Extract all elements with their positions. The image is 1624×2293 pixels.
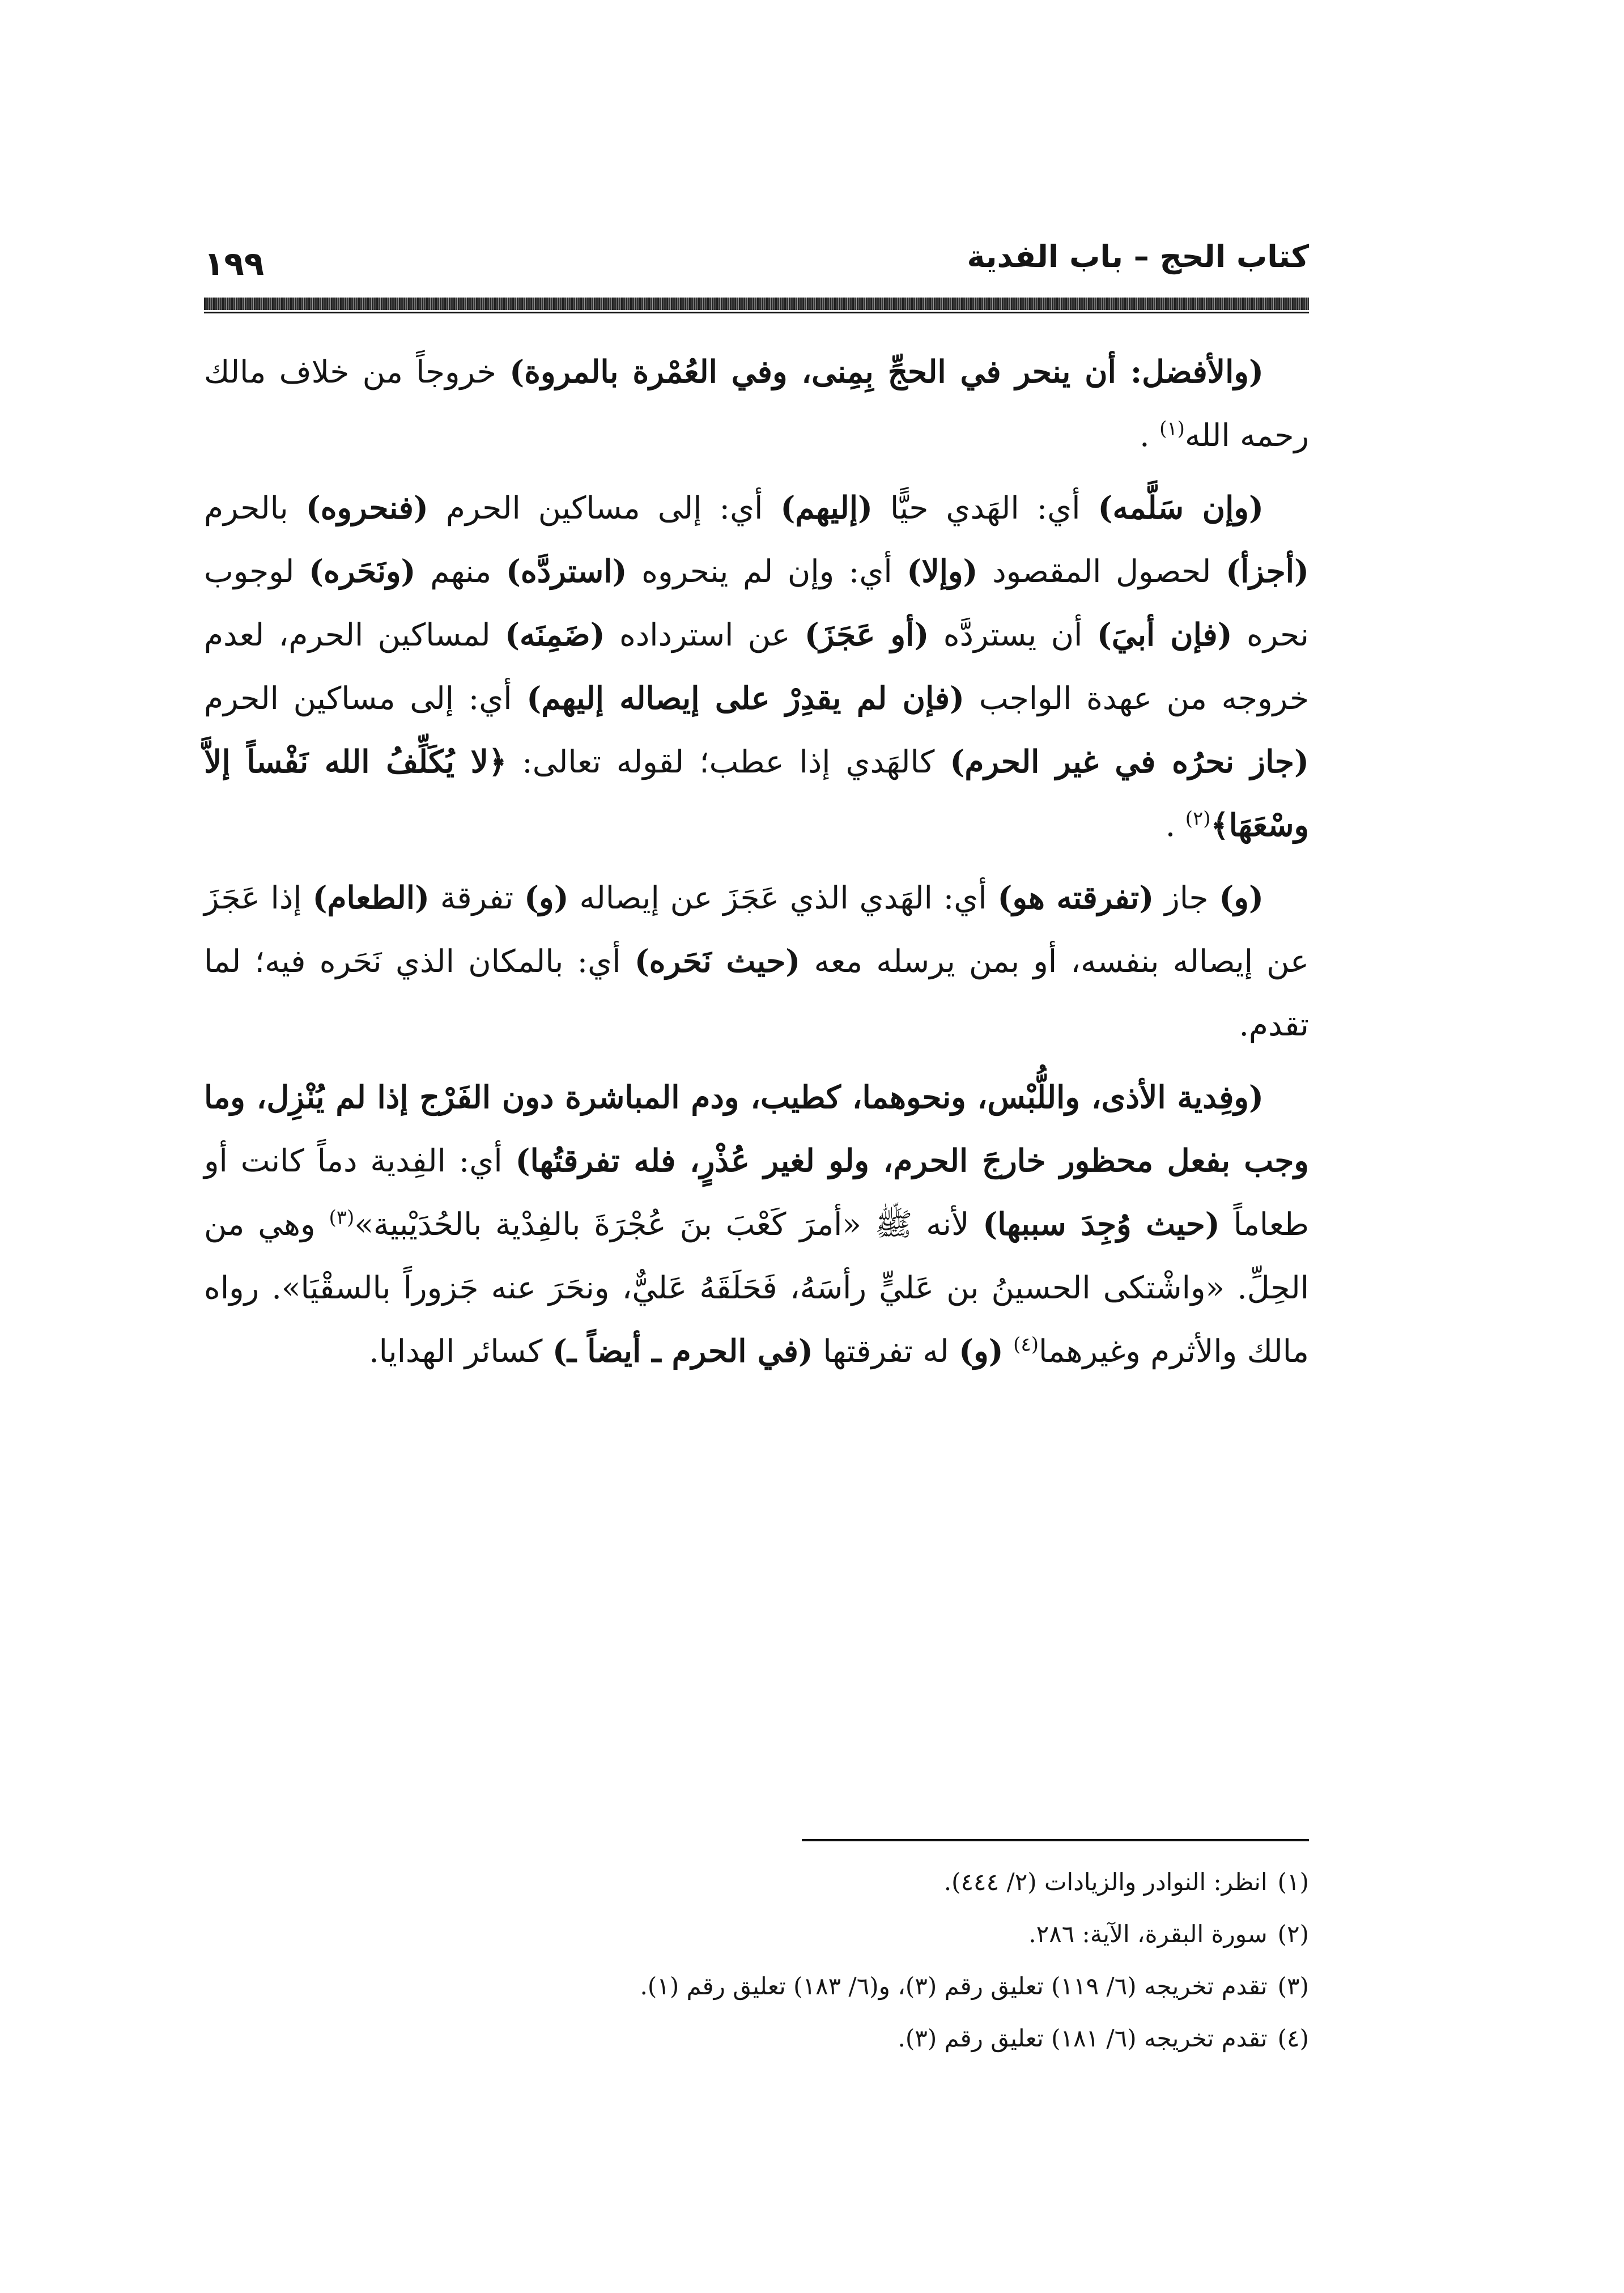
sharh-text: لمساكين الحرم، لعدم خروجه من عهدة الواجب xyxy=(204,617,1309,716)
matn-text: (حيث وُجِدَ سببها) xyxy=(983,1205,1220,1242)
matn-text: (الطعام) xyxy=(312,879,430,916)
matn-text: ﴿لا يُكَلِّفُ الله نَفْساً إلاَّ وسْعَهَا﴾ xyxy=(204,743,1309,843)
page-header xyxy=(204,237,1309,283)
footnote-item xyxy=(204,1856,1309,1908)
sharh-text: له تفرقتها xyxy=(813,1333,959,1369)
sharh-text: لأنه ﷺ «أمرَ كَعْبَ بنَ عُجْرَةَ بالفِدْية بالحُدَيْبية» xyxy=(354,1206,983,1242)
matn-text: (فنحروه) xyxy=(305,489,428,526)
sharh-text: إذا عَجَزَ عن إيصاله بنفسه، أو بمن يرسله معه xyxy=(204,880,1309,979)
paragraph xyxy=(204,1065,1309,1383)
footnote-marker: (٢) xyxy=(1185,807,1211,830)
matn-text: (و) xyxy=(1219,879,1264,916)
sharh-text: أي: إلى مساكين الحرم xyxy=(428,490,781,526)
matn-text: (وإن سَلَّمه) xyxy=(1098,489,1264,526)
sharh-text: أي: الفِدية دماً كانت أو طعاماً xyxy=(204,1143,1309,1242)
footnote-number: (٢) xyxy=(1277,1920,1309,1948)
matn-text: (فإن لم يقدِرْ على إيصاله إليهم) xyxy=(526,680,965,716)
footnote-marker: (١) xyxy=(1159,417,1185,440)
sharh-text: أي: بالمكان الذي نَحَره فيه؛ لما تقدم. xyxy=(204,943,1309,1043)
sharh-text: أي: وإن لم ينحروه xyxy=(627,553,907,589)
matn-text: (في الحرم ـ أيضاً ـ) xyxy=(552,1332,813,1369)
sharh-text: كالهَدي إذا عطب؛ لقوله تعالى: xyxy=(507,744,950,780)
sharh-text: أي: الهَدي حيًّا xyxy=(873,490,1098,526)
main-text xyxy=(204,340,1309,1392)
running-title: كتاب الحج – باب الفدية xyxy=(967,239,1309,274)
footnotes xyxy=(204,1856,1309,2065)
matn-text: (ضَمِنَه) xyxy=(505,616,605,653)
sharh-text: عن استرداده xyxy=(605,617,805,653)
header-rule xyxy=(204,298,1309,310)
footnote-text: تقدم تخريجه (٦/ ١١٩) تعليق رقم (٣)، و(٦/ ١٨٣) تعليق رقم (١). xyxy=(640,1972,1268,2000)
matn-text: (وإلا) xyxy=(907,553,978,589)
sharh-text: أي: إلى مساكين الحرم xyxy=(204,680,527,716)
sharh-text: لحصول المقصود xyxy=(977,553,1226,589)
matn-text: (جاز نحرُه في غير الحرم) xyxy=(950,743,1310,780)
footnote-number: (١) xyxy=(1277,1868,1309,1896)
paragraph xyxy=(204,476,1309,857)
sharh-text: تفرقة xyxy=(430,880,525,916)
matn-text: (أجزأ) xyxy=(1226,553,1310,589)
sharh-text: جاز xyxy=(1154,880,1219,916)
sharh-text: منهم xyxy=(415,553,506,589)
footnote-rule xyxy=(802,1839,1309,1841)
matn-text: (و) xyxy=(959,1332,1004,1369)
footnote-text: تقدم تخريجه (٦/ ١٨١) تعليق رقم (٣). xyxy=(898,2024,1268,2052)
footnote-text: سورة البقرة، الآية: ٢٨٦. xyxy=(1028,1920,1268,1948)
sharh-text xyxy=(1004,1333,1013,1369)
matn-text: (ونَحَره) xyxy=(309,553,416,589)
page-number: ١٩٩ xyxy=(204,244,265,283)
paragraph xyxy=(204,340,1309,467)
matn-text: (و) xyxy=(524,879,569,916)
sharh-text: أي: الهَدي الذي عَجَزَ عن إيصاله xyxy=(568,880,998,916)
sharh-text: . xyxy=(1140,417,1160,453)
matn-text: (وفِدية الأذى، واللُّبْس، ونحوهما، كطيب، ودم المباشرة دون الفَرْج إذا لم يُنْزِل، وما وجب بفعل محظور خارجَ الحرم، ولو لغير عُذْرٍ، فله تفرقتُها) xyxy=(204,1078,1309,1179)
sharh-text: خروجاً من خلاف مالك رحمه الله xyxy=(204,354,1309,453)
footnote-marker: (٤) xyxy=(1013,1333,1039,1356)
footnote-marker: (٣) xyxy=(329,1206,355,1229)
sharh-text: وهي من الحِلِّ. «واشْتكى الحسينُ بن عَليٍّ رأسَهُ، فَحَلَقَهُ عَليٌّ، ونحَرَ عنه جَزوراً بالسقْيَا». رواه مالك والأثرم وغيرهما xyxy=(204,1206,1309,1369)
sharh-text: لوجوب نحره xyxy=(204,553,1309,653)
sharh-text: بالحرم xyxy=(204,490,306,526)
sharh-text: كسائر الهدايا. xyxy=(369,1333,552,1369)
matn-text: (حيث نَحَره) xyxy=(634,942,801,979)
matn-text: (تفرقته هو) xyxy=(997,879,1154,916)
matn-text: (إليهم) xyxy=(780,489,873,526)
footnote-item xyxy=(204,1960,1309,2012)
matn-text: (استردَّه) xyxy=(505,553,627,589)
paragraph xyxy=(204,866,1309,1056)
footnote-number: (٣) xyxy=(1277,1972,1309,2000)
matn-text: (أو عَجَزَ) xyxy=(804,616,929,653)
footnote-number: (٤) xyxy=(1277,2024,1309,2052)
footnote-item xyxy=(204,2012,1309,2065)
matn-text: (فإن أبيَ) xyxy=(1096,616,1232,653)
sharh-text: أن يستردَّه xyxy=(929,617,1097,653)
matn-text: (والأفضل: أن ينحر في الحجِّ بِمِنى، وفي العُمْرة بالمروة) xyxy=(509,353,1264,390)
sharh-text: . xyxy=(1165,807,1185,843)
footnote-text: انظر: النوادر والزيادات (٢/ ٤٤٤). xyxy=(943,1868,1268,1896)
footnote-item xyxy=(204,1908,1309,1960)
